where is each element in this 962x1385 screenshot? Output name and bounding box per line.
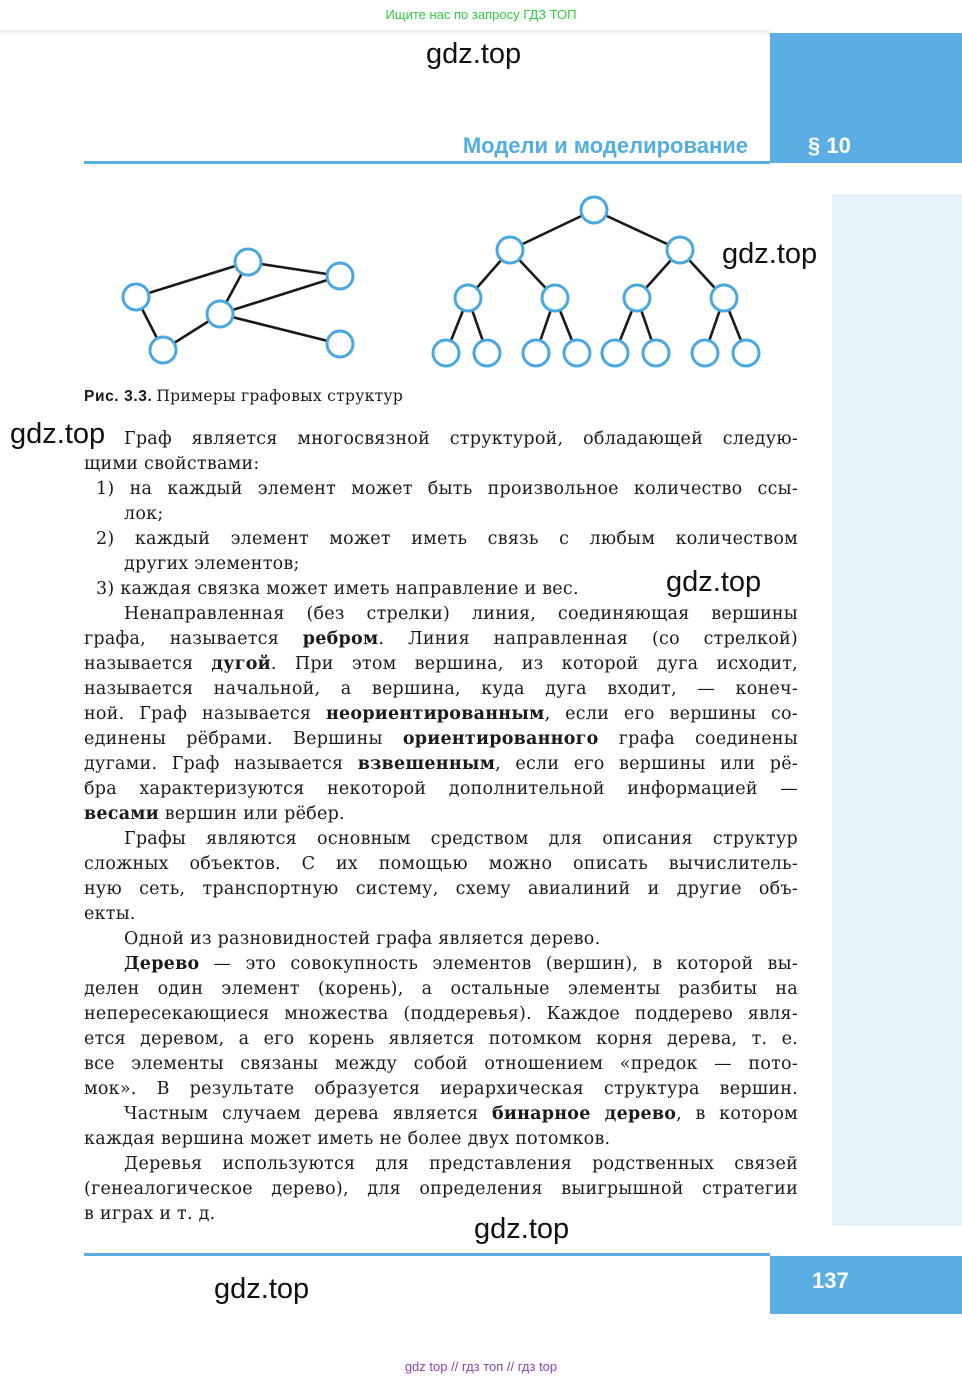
text-line — [84, 752, 798, 777]
text-line: в играх и т. д. — [84, 1204, 216, 1224]
text-line: екты. — [84, 904, 136, 924]
node — [207, 301, 233, 327]
text-line — [84, 727, 798, 752]
text-line: каждая вершина может иметь не более двух потомков. — [84, 1129, 611, 1149]
node — [433, 340, 459, 366]
figure-caption — [84, 387, 403, 406]
text-line: бра характеризуются некоторой дополнительной информацией — — [84, 779, 798, 799]
footer-rule — [84, 1253, 770, 1256]
header-rule — [84, 161, 770, 164]
term-edge: ребром — [302, 629, 379, 649]
text-span: ной. Граф называется — [84, 704, 326, 724]
text-line — [84, 627, 798, 652]
watermark: gdz.top — [474, 1213, 570, 1245]
text-span: вершин или рёбер. — [158, 804, 345, 824]
text-line: ную сеть, транспортную систему, схему авиалиний и другие объ- — [84, 879, 798, 899]
node — [235, 249, 261, 275]
page-number: 137 — [812, 1268, 849, 1293]
text-line: называется начальной, а вершина, куда дуга входит, — конеч- — [84, 679, 798, 699]
text-line: Ненаправленная (без стрелки) линия, соединяющая вершины — [124, 604, 798, 624]
node — [602, 340, 628, 366]
watermark: gdz.top — [10, 418, 106, 450]
node — [497, 237, 523, 263]
text-line — [84, 702, 798, 727]
text-span: . При этом вершина, из которой дуга исходит, — [270, 654, 798, 674]
chapter-title: Модели и моделирование — [462, 133, 748, 158]
watermark: gdz.top — [666, 566, 762, 598]
node — [711, 285, 737, 311]
text-line: ется деревом, а его корень является потомком корня дерева, т. е. — [84, 1029, 798, 1049]
node — [692, 340, 718, 366]
watermark: gdz.top — [426, 38, 522, 70]
node — [643, 340, 669, 366]
text-span: . Линия направленная (со стрелкой) — [378, 629, 798, 649]
text-line — [124, 952, 798, 977]
side-margin-panel — [832, 194, 962, 1226]
text-line: Деревья используются для представления родственных связей — [124, 1154, 798, 1174]
list-text: каждая связка может иметь направление и вес. — [120, 579, 579, 599]
text-span: дугами. Граф называется — [84, 754, 358, 774]
text-span: графа соединены — [598, 729, 798, 749]
text-span: , если его вершины со- — [544, 704, 798, 724]
list-number: 3) — [96, 579, 115, 599]
node — [564, 340, 590, 366]
graph-structures-figure — [100, 190, 780, 375]
term-tree: Дерево — [124, 954, 200, 974]
figure-label: Рис. 3.3. — [84, 388, 153, 405]
term-binary-tree: бинарное дерево — [491, 1104, 677, 1124]
node — [455, 285, 481, 311]
section-number: § 10 — [808, 133, 851, 158]
list-text: на каждый элемент может быть произвольное количество ссы- — [129, 479, 798, 499]
list-number: 1) — [96, 479, 115, 499]
text-line: щими свойствами: — [84, 454, 260, 474]
text-line: Графы являются основным средством для описания структур — [124, 829, 798, 849]
text-line — [84, 802, 798, 827]
text-line — [84, 652, 798, 677]
node — [542, 285, 568, 311]
text-line: сложных объектов. С их помощью можно описать вычислитель- — [84, 854, 798, 874]
text-span: — это совокупность элементов (вершин), в которой вы- — [199, 954, 798, 974]
node — [624, 285, 650, 311]
page-number-block — [770, 1256, 962, 1314]
text-line: делен один элемент (корень), а остальные элементы разбиты на — [84, 979, 798, 999]
text-line: непересекающиеся множества (поддеревья). Каждое поддерево явля- — [84, 1004, 798, 1024]
list-item — [96, 477, 798, 502]
graph-nodes — [123, 197, 759, 366]
text-span: графа, называется — [84, 629, 303, 649]
node — [474, 340, 500, 366]
graph-edges — [136, 210, 746, 353]
text-line: все элементы связаны между собой отношением «предок — пото- — [84, 1054, 798, 1074]
term-weighted: взвешенным — [357, 754, 496, 774]
list-item-cont: лок; — [124, 504, 164, 524]
watermark: gdz.top — [214, 1273, 310, 1305]
search-banner[interactable]: Ищите нас по запросу ГДЗ ТОП — [385, 7, 577, 22]
text-span: называется — [84, 654, 212, 674]
node — [327, 331, 353, 357]
watermark: gdz.top — [722, 238, 818, 270]
list-item — [96, 527, 798, 552]
text-line: Одной из разновидностей графа является дерево. — [124, 929, 601, 949]
term-undirected: неориентированным — [325, 704, 545, 724]
text-span: , в котором — [676, 1104, 798, 1124]
text-line: (генеалогическое дерево), для определения выигрышной стратегии — [84, 1179, 798, 1199]
term-directed: ориентированного — [402, 729, 599, 749]
figure-caption-text: Примеры графовых структур — [156, 387, 404, 405]
node — [581, 197, 607, 223]
footer-links[interactable]: gdz top // гдз топ // гдз top — [404, 1359, 558, 1374]
node — [123, 284, 149, 310]
node — [523, 340, 549, 366]
edge — [220, 314, 340, 344]
list-number: 2) — [96, 529, 115, 549]
text-span: единены рёбрами. Вершины — [84, 729, 403, 749]
node — [667, 237, 693, 263]
node — [733, 340, 759, 366]
text-span: , если его вершины или рё- — [495, 754, 798, 774]
term-weights: весами — [84, 804, 159, 824]
text-span: Частным случаем дерева является — [124, 1104, 492, 1124]
text-line: Граф является многосвязной структурой, обладающей следую- — [124, 429, 798, 449]
list-text: каждый элемент может иметь связь с любым количеством — [134, 529, 798, 549]
list-item-cont: других элементов; — [124, 554, 300, 574]
node — [327, 263, 353, 289]
side-header-block — [770, 33, 962, 163]
top-divider — [0, 30, 770, 36]
text-line: мок». В результате образуется иерархическая структура вершин. — [84, 1079, 798, 1099]
node — [150, 337, 176, 363]
text-line — [124, 1102, 798, 1127]
term-arc: дугой — [211, 654, 271, 674]
